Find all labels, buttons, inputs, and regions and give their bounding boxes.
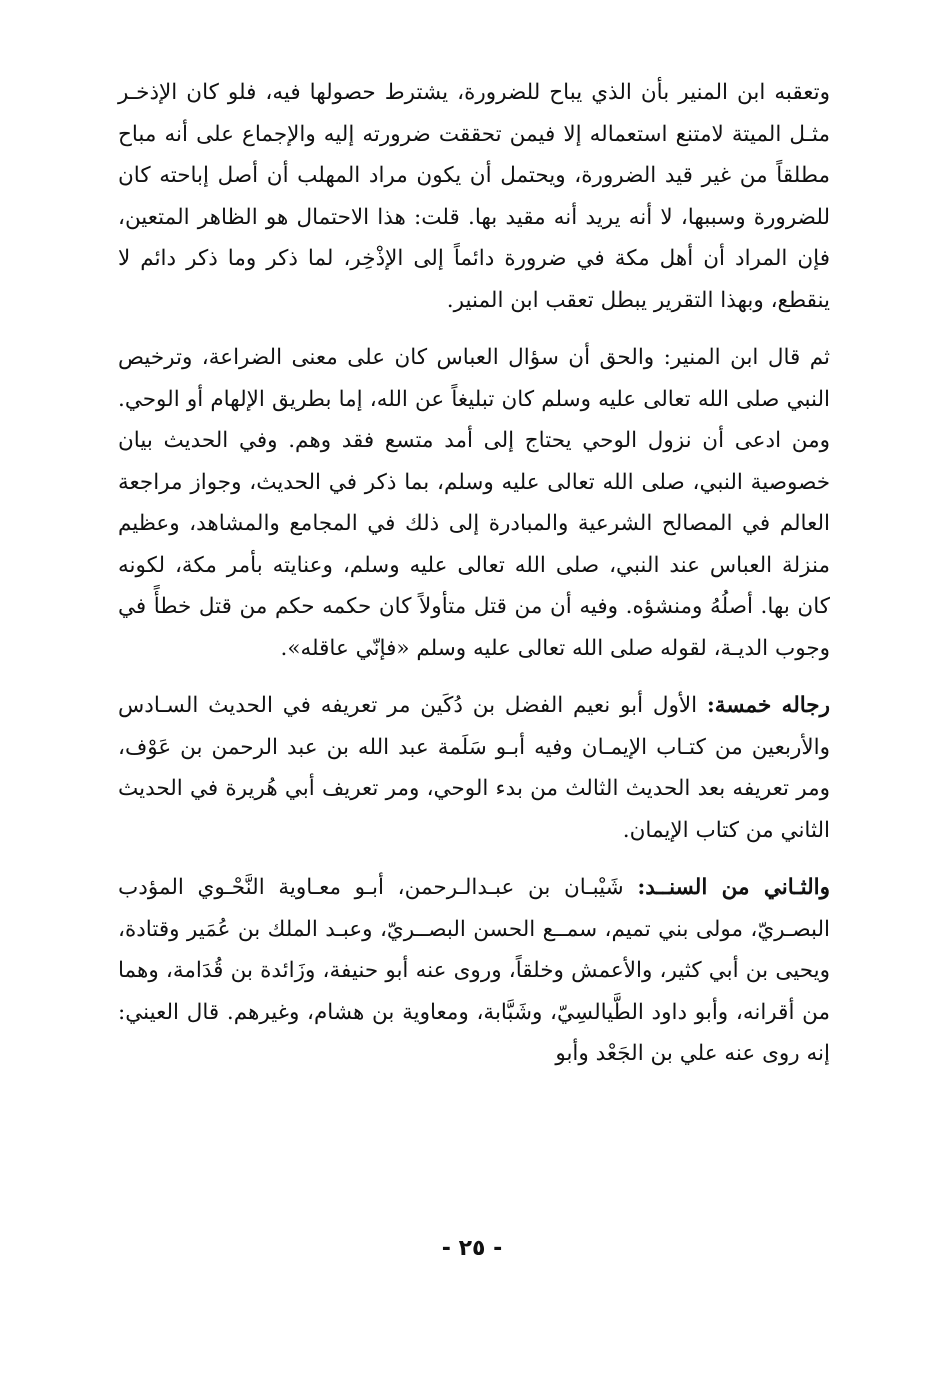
paragraph-3 (118, 685, 830, 851)
page-body (118, 72, 830, 1075)
paragraph-1 (118, 72, 830, 321)
paragraph-4-lead: والثـاني من السنــد: (637, 875, 831, 900)
paragraph-2-text: ثم قال ابن المنير: والحق أن سؤال العباس كان على معنى الضراعة، وترخيص النبي صلى الله تعالى عليه وسلم كان تبليغاً عن الله، إما بطريق الإلهام أو الوحي. ومن ادعى أن نزول الوحي يحتاج إلى أمد متسع فقد وهم. وفي الحديث بيان خصوصية النبي، صلى الله تعالى عليه وسلم، بما ذكر في الحديث، وجواز مراجعة العالم في المصالح الشرعية والمبادرة إلى ذلك في المجامع والمشاهد، وعظيم منزلة العباس عند النبي، صلى الله تعالى عليه وسلم، وعنايته بأمر مكة، لكونه كان بها. أصلُهُ ومنشؤه. وفيه أن من قتل متأولاً كان حكمه حكم من قتل خطأً في وجوب الديـة، لقوله صلى الله تعالى عليه وسلم «فإنّي عاقله». (118, 345, 830, 661)
page-number: - ٢٥ - (441, 1236, 503, 1261)
paragraph-1-text: وتعقبه ابن المنير بأن الذي يباح للضرورة، يشترط حصولها فيه، فلو كان الإذخـر مثـل الميتة لامتنع استعماله إلا فيمن تحققت ضرورته إليه والإجماع على أنه مباح مطلقاً من غير قيد الضرورة، ويحتمل أن يكون مراد المهلب أن أصل إباحته كان للضرورة وسببها، لا أنه يريد أنه مقيد بها. قلت: هذا الاحتمال هو الظاهر المتعين، فإن المراد أن أهل مكة في ضرورة دائماً إلى الإذْخِر، لما ذكر وما ذكر دائم لا ينقطع، وبهذا التقرير يبطل تعقب ابن المنير. (118, 80, 830, 313)
paragraph-4 (118, 867, 830, 1075)
paragraph-3-text: الأول أبو نعيم الفضل بن دُكَين مر تعريفه في الحديث السـادس والأربعين من كتـاب الإيمـان وفيه أبـو سَلَمة عبد الله بن عبد الرحمن بن عَوْف، ومر تعريفه بعد الحديث الثالث من بدء الوحي، ومر تعريف أبي هُريرة في الحديث الثاني من كتاب الإيمان. (118, 693, 830, 843)
paragraph-4-text: شَيْبـان بن عبـدالـرحمن، أبـو معـاوية النَّحْـوي المؤدب البصـريّ، مولى بني تميم، سمــع الحسن البصــريّ، وعبـد الملك بن عُمَير وقتادة، ويحيى بن أبي كثير، والأعمش وخلقاً، وروى عنه أبو حنيفة، وزَائدة بن قُدَامة، وهما من أقرانه، وأبو داود الطَّيالسِيّ، وشَبَّابة، ومعاوية بن هشام، وغيرهم. قال العيني: إنه روى عنه علي بن الجَعْد وأبو (118, 875, 830, 1066)
paragraph-2 (118, 337, 830, 669)
paragraph-3-lead: رجاله خمسة: (706, 693, 830, 718)
